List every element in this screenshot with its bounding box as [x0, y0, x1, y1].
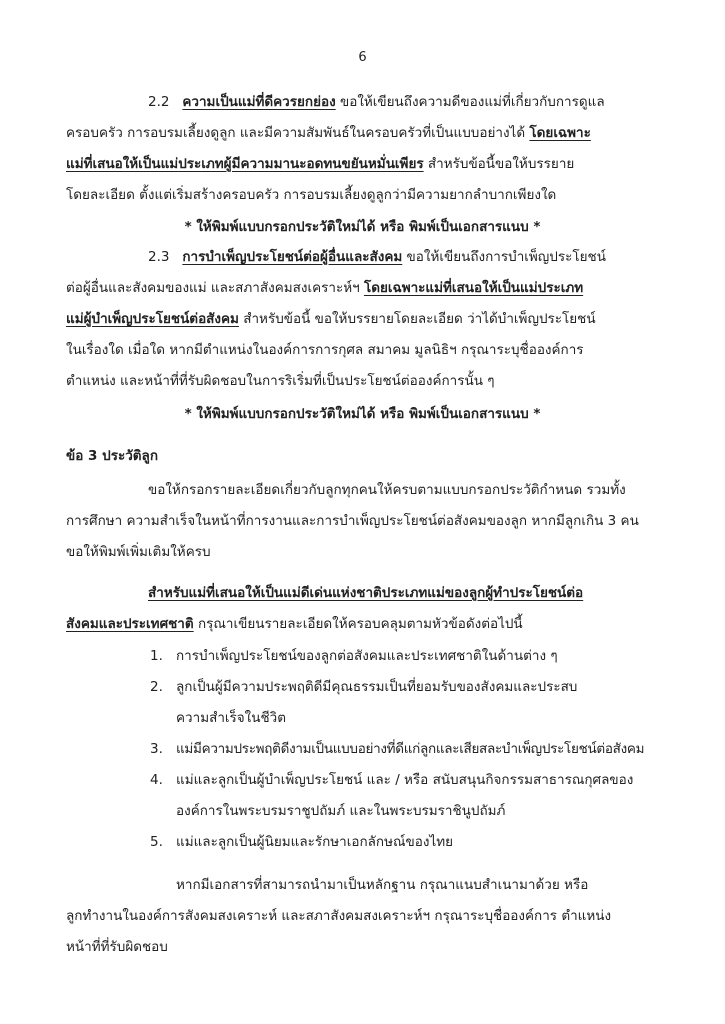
- section-2-3-line-5: ตำแหน่ง และหน้าที่ที่รับผิดชอบในการริเริ่มที่เป็นประโยชน์ต่อองค์การนั้น ๆ: [66, 373, 495, 389]
- outstanding-mother-line-2: [66, 614, 523, 634]
- note-attachment-2: * ให้พิมพ์แบบกรอกประวัติใหม่ได้ หรือ พิมพ์เป็นเอกสารแนบ *: [184, 406, 541, 422]
- closing-line-3: หน้าที่ที่รับผิดชอบ: [66, 939, 168, 955]
- closing-line-2: ลูกทำงานในองค์การสังคมสงเคราะห์ และสภาสังคมสงเคราะห์ฯ กรุณาระบุชื่อองค์การ ตำแหน่ง: [66, 908, 612, 924]
- list-item-text: แม่และลูกเป็นผู้นิยมและรักษาเอกลักษณ์ของไทย: [176, 834, 454, 850]
- list-item-2: [150, 677, 577, 697]
- note-attachment-1: * ให้พิมพ์แบบกรอกประวัติใหม่ได้ หรือ พิมพ์เป็นเอกสารแนบ *: [184, 219, 541, 235]
- section-2-3-text-2: ต่อผู้อื่นและสังคมของแม่ และสภาสังคมสงเคราะห์ฯ: [66, 280, 364, 296]
- section-2-2-text-2: ครอบครัว การอบรมเลี้ยงดูลูก และมีความสัมพันธ์ในครอบครัวที่เป็นแบบอย่างได้: [66, 125, 530, 141]
- list-item-number: 4.: [150, 772, 163, 788]
- section-2-3-number: 2.3: [148, 249, 170, 265]
- list-item-3: [150, 739, 644, 759]
- section-2-2-text-3: สำหรับข้อนี้ขอให้บรรยาย: [423, 156, 575, 172]
- list-item-4-continuation: องค์การในพระบรมราชูปถัมภ์ และในพระบรมราชินูปถัมภ์: [176, 803, 506, 819]
- section-3-line-1: ขอให้กรอกรายละเอียดเกี่ยวกับลูกทุกคนให้ครบตามแบบกรอกประวัติกำหนด รวมทั้ง: [148, 482, 626, 498]
- list-item-number: 2.: [150, 679, 163, 695]
- section-2-2-line-4: โดยละเอียด ตั้งแต่เริ่มสร้างครอบครัว การอบรมเลี้ยงดูลูกว่ามีความยากลำบากเพียงใด: [66, 187, 557, 203]
- section-3-line-3: ขอให้พิมพ์เพิ่มเติมให้ครบ: [66, 544, 211, 560]
- list-item-4: [150, 770, 633, 790]
- list-item-number: 5.: [150, 834, 163, 850]
- outstanding-mother-text: กรุณาเขียนรายละเอียดให้ครอบคลุมตามหัวข้อดังต่อไปนี้: [193, 616, 523, 632]
- section-2-3-line-4: ในเรื่องใด เมื่อใด หากมีตำแหน่งในองค์การการกุศล สมาคม มูลนิธิฯ กรุณาระบุชื่อองค์การ: [66, 342, 584, 358]
- section-2-3-emphasis-1: โดยเฉพาะแม่ที่เสนอให้เป็นแม่ประเภท: [363, 280, 584, 296]
- section-2-3-heading: การบำเพ็ญประโยชน์ต่อผู้อื่นและสังคม: [182, 249, 403, 265]
- section-3-title: ข้อ 3 ประวัติลูก: [66, 448, 158, 464]
- outstanding-mother-heading-line-1: สำหรับแม่ที่เสนอให้เป็นแม่ดีเด่นแห่งชาติประเภทแม่ของลูกผู้ทำประโยชน์ต่อ: [148, 585, 584, 601]
- section-2-2-number: 2.2: [148, 94, 170, 110]
- section-2-3-line-1: [148, 247, 606, 267]
- list-item-1: [150, 646, 558, 666]
- list-item-text: แม่มีความประพฤติดีงามเป็นแบบอย่างที่ดีแก่ลูกและเสียสละบำเพ็ญประโยชน์ต่อสังคม: [176, 741, 645, 757]
- page-number: 6: [358, 50, 367, 65]
- list-item-number: 1.: [150, 648, 163, 664]
- section-2-2-emphasis-1: โดยเฉพาะ: [529, 125, 591, 141]
- section-2-2-text: ขอให้เขียนถึงความดีของแม่ที่เกี่ยวกับการดูแล: [335, 94, 605, 110]
- section-2-3-line-2: [66, 278, 583, 298]
- list-item-5: [150, 832, 453, 852]
- list-item-text: ลูกเป็นผู้มีความประพฤติดีมีคุณธรรมเป็นที่ยอมรับของสังคมและประสบ: [176, 679, 578, 695]
- closing-line-1: หากมีเอกสารที่สามารถนำมาเป็นหลักฐาน กรุณาแนบสำเนามาด้วย หรือ: [176, 877, 589, 893]
- outstanding-mother-heading-line-2: สังคมและประเทศชาติ: [66, 616, 194, 632]
- section-2-2-line-1: [148, 92, 605, 112]
- list-item-2-continuation: ความสำเร็จในชีวิต: [176, 710, 287, 726]
- section-3-line-2: การศึกษา ความสำเร็จในหน้าที่การงานและการบำเพ็ญประโยชน์ต่อสังคมของลูก หากมีลูกเกิน 3 คน: [66, 513, 639, 529]
- section-2-2-line-3: [66, 154, 574, 174]
- section-2-3-emphasis-2: แม่ผู้บำเพ็ญประโยชน์ต่อสังคม: [66, 311, 239, 327]
- section-2-2-emphasis-2: แม่ที่เสนอให้เป็นแม่ประเภทผู้มีความมานะอดทนขยันหมั่นเพียร: [66, 156, 424, 172]
- section-2-2-heading: ความเป็นแม่ที่ดีควรยกย่อง: [182, 94, 336, 110]
- list-item-text: การบำเพ็ญประโยชน์ของลูกต่อสังคมและประเทศชาติในด้านต่าง ๆ: [176, 648, 558, 664]
- section-2-2-line-2: [66, 123, 591, 143]
- section-2-3-text: ขอให้เขียนถึงการบำเพ็ญประโยชน์: [402, 249, 606, 265]
- section-2-3-line-3: [66, 309, 596, 329]
- section-2-3-text-3: สำหรับข้อนี้ ขอให้บรรยายโดยละเอียด ว่าได้บำเพ็ญประโยชน์: [238, 311, 596, 327]
- list-item-number: 3.: [150, 741, 163, 757]
- list-item-text: แม่และลูกเป็นผู้บำเพ็ญประโยชน์ และ / หรือ สนับสนุนกิจกรรมสาธารณกุศลของ: [176, 772, 634, 788]
